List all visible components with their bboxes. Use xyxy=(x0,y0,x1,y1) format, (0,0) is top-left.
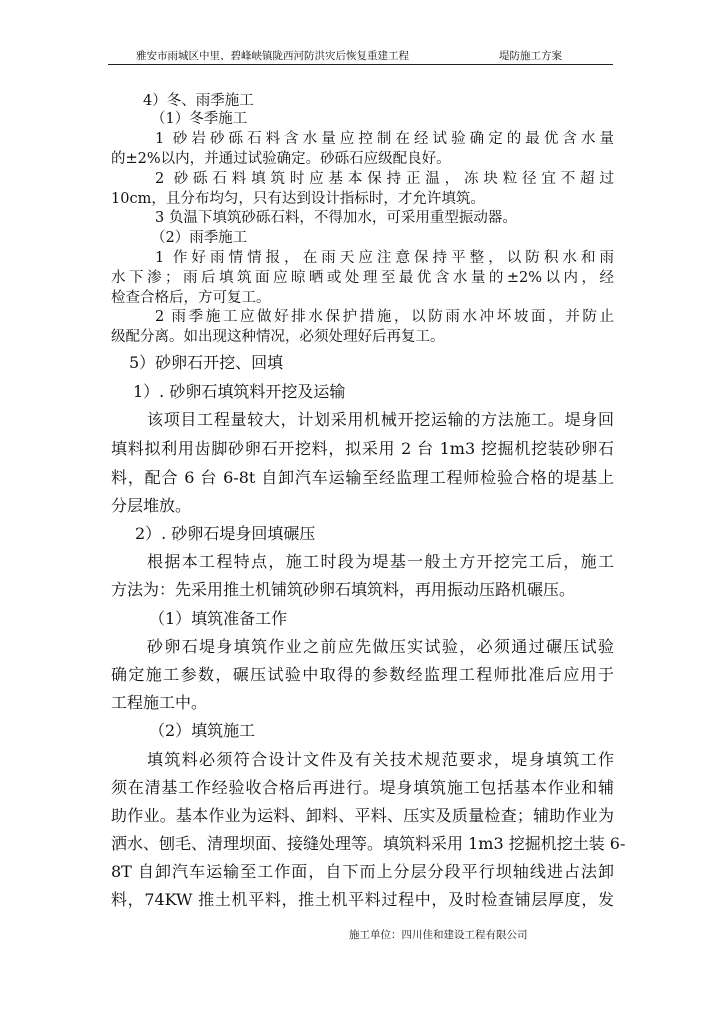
body-line: 8T 自卸汽车运输至工作面，自下而上分层分段平行坝轴线进占法卸 xyxy=(111,862,614,881)
body-line: 助作业。基本作业为运料、卸料、平料、压实及质量检查；辅助作业为 xyxy=(111,806,614,825)
body-line: 料，配合 6 台 6-8t 自卸汽车运输至经监理工程师检验合格的堤基上 xyxy=(111,468,614,487)
body-line: 2 雨季施工应做好排水保护措施，以防雨水冲坏坡面，并防止 xyxy=(155,309,614,325)
body-line: 分层堆放。 xyxy=(111,496,192,515)
body-line: 根据本工程特点，施工时段为堤基一般土方开挖完工后，施工 xyxy=(147,552,614,571)
heading-gravel-excavation-backfill: 5）砂卵石开挖、回填 xyxy=(129,353,284,372)
body-line: 该项目工程量较大，计划采用机械开挖运输的方法施工。堤身回 xyxy=(147,410,614,429)
page-header xyxy=(108,48,613,65)
body-line: 方法为：先采用推土机铺筑砂卵石填筑料，再用振动压路机碾压。 xyxy=(111,580,576,599)
body-line: 1 作好雨情情报，在雨天应注意保持平整，以防积水和雨 xyxy=(155,250,614,266)
body-line: 水下渗；雨后填筑面应晾晒或处理至最优含水量的±2%以内，经 xyxy=(111,270,614,286)
body-line: 的±2%以内，并通过试验确定。砂砾石应级配良好。 xyxy=(111,151,451,167)
body-line: 级配分离。如出现这种情况，必须处理好后再复工。 xyxy=(111,329,445,345)
body-line: 1 砂岩砂砾石料含水量应控制在经试验确定的最优含水量 xyxy=(155,131,614,147)
page-footer: 施工单位：四川佳和建设工程有限公司 xyxy=(349,929,528,941)
body-line: 填料拟利用齿脚砂卵石开挖料，拟采用 2 台 1m3 挖掘机挖装砂卵石 xyxy=(111,439,614,458)
header-project-title: 雅安市雨城区中里、碧峰峡镇陇西河防洪灾后恢复重建工程 xyxy=(136,50,409,62)
header-section-title: 堤防施工方案 xyxy=(499,50,562,62)
body-line: 确定施工参数，碾压试验中取得的参数经监理工程师批准后应用于 xyxy=(111,665,614,684)
body-line: 料，74KW 推土机平料，推土机平料过程中，及时检查铺层厚度，发 xyxy=(111,890,614,909)
body-line: 工程施工中。 xyxy=(111,693,208,712)
subheading-excavation-transport: 1）. 砂卵石填筑料开挖及运输 xyxy=(133,382,346,401)
subheading-rainy-construction: （2）雨季施工 xyxy=(151,230,248,246)
body-line: 须在清基工作经验收合格后再进行。堤身填筑施工包括基本作业和辅 xyxy=(111,778,614,797)
heading-winter-rainy-construction: 4）冬、雨季施工 xyxy=(143,93,254,109)
subheading-fill-construction: （2）填筑施工 xyxy=(149,721,256,740)
body-line: 3 负温下填筑砂砾石料，不得加水，可采用重型振动器。 xyxy=(155,210,517,226)
subheading-winter-construction: （1）冬季施工 xyxy=(151,111,248,127)
body-line: 砂卵石堤身填筑作业之前应先做压实试验，必须通过碾压试验 xyxy=(147,637,614,656)
subheading-embankment-compaction: 2）. 砂卵石堤身回填碾压 xyxy=(135,524,316,543)
subheading-fill-preparation: （1）填筑准备工作 xyxy=(149,609,288,628)
body-line: 10cm，且分布均匀，只有达到设计指标时，才允许填筑。 xyxy=(111,191,485,207)
body-line: 检查合格后，方可复工。 xyxy=(111,290,271,306)
body-line: 洒水、刨毛、清理坝面、接缝处理等。填筑料采用 1m3 挖掘机挖土装 6- xyxy=(111,834,626,853)
body-line: 填筑料必须符合设计文件及有关技术规范要求，堤身填筑工作 xyxy=(147,750,614,769)
body-line: 2 砂砾石料填筑时应基本保持正温，冻块粒径宜不超过 xyxy=(155,171,614,187)
